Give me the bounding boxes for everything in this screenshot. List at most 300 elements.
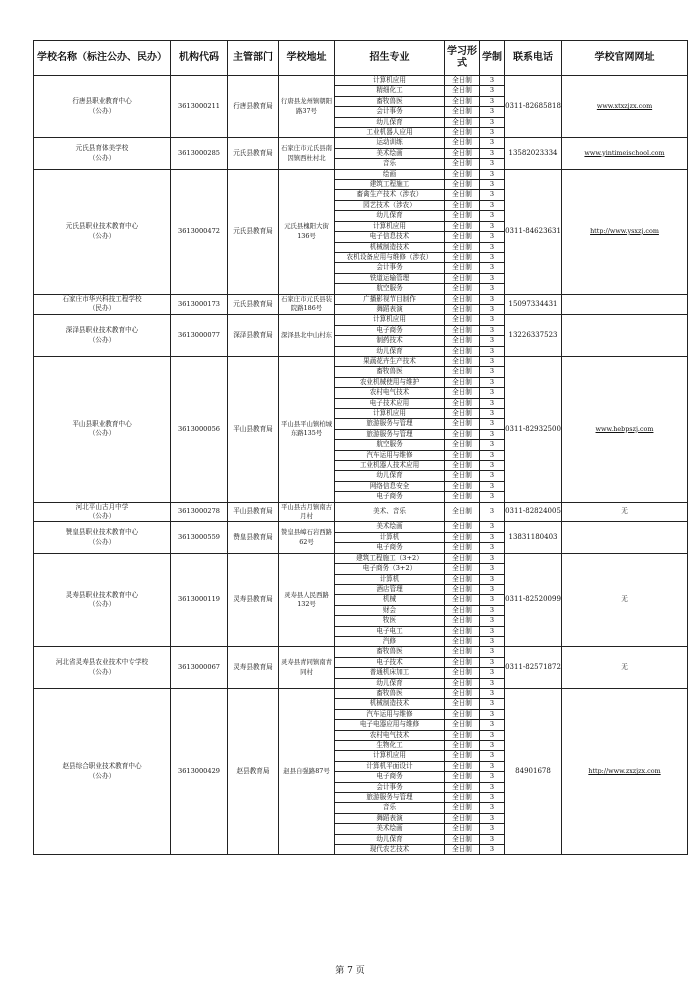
school-name-cell: 石家庄市华兴科技工程学校 （民办） bbox=[34, 294, 171, 315]
duration-cell: 3 bbox=[480, 169, 505, 179]
study-form-cell: 全日制 bbox=[445, 440, 480, 450]
major-cell: 绘画 bbox=[335, 169, 445, 179]
duration-cell: 3 bbox=[480, 772, 505, 782]
school-name-cell: 赞皇县职业技术教育中心 （公办） bbox=[34, 522, 171, 553]
major-cell: 计算机应用 bbox=[335, 751, 445, 761]
study-form-cell: 全日制 bbox=[445, 782, 480, 792]
duration-cell: 3 bbox=[480, 793, 505, 803]
study-form-cell: 全日制 bbox=[445, 232, 480, 242]
major-cell: 音乐 bbox=[335, 803, 445, 813]
header-code: 机构代码 bbox=[171, 41, 228, 76]
study-form-cell: 全日制 bbox=[445, 824, 480, 834]
major-cell: 美术、音乐 bbox=[335, 502, 445, 522]
major-cell: 美术绘画 bbox=[335, 148, 445, 158]
duration-cell: 3 bbox=[480, 242, 505, 252]
study-form-cell: 全日制 bbox=[445, 793, 480, 803]
duration-cell: 3 bbox=[480, 636, 505, 646]
table-row bbox=[34, 356, 688, 366]
major-cell: 电子电器应用与维修 bbox=[335, 720, 445, 730]
study-form-cell: 全日制 bbox=[445, 356, 480, 366]
dept-cell: 平山县教育局 bbox=[228, 356, 279, 502]
study-form-cell: 全日制 bbox=[445, 595, 480, 605]
major-cell: 计算机 bbox=[335, 532, 445, 542]
table-row bbox=[34, 76, 688, 86]
study-form-cell: 全日制 bbox=[445, 128, 480, 138]
duration-cell: 3 bbox=[480, 107, 505, 117]
study-form-cell: 全日制 bbox=[445, 336, 480, 346]
duration-cell: 3 bbox=[480, 419, 505, 429]
header-website: 学校官网网址 bbox=[562, 41, 688, 76]
study-form-cell: 全日制 bbox=[445, 751, 480, 761]
study-form-cell: 全日制 bbox=[445, 481, 480, 491]
study-form-cell: 全日制 bbox=[445, 263, 480, 273]
major-cell: 航空服务 bbox=[335, 440, 445, 450]
website-cell: 无 bbox=[562, 553, 688, 647]
header-school: 学校名称（标注公办、民办） bbox=[34, 41, 171, 76]
dept-cell: 元氏县教育局 bbox=[228, 294, 279, 315]
duration-cell: 3 bbox=[480, 232, 505, 242]
study-form-cell: 全日制 bbox=[445, 834, 480, 844]
study-form-cell: 全日制 bbox=[445, 273, 480, 283]
duration-cell: 3 bbox=[480, 553, 505, 563]
major-cell: 计算机应用 bbox=[335, 409, 445, 419]
major-cell: 生物化工 bbox=[335, 741, 445, 751]
duration-cell: 3 bbox=[480, 117, 505, 127]
major-cell: 幼儿保育 bbox=[335, 346, 445, 356]
website-cell[interactable]: www.xtxzjzx.com bbox=[562, 76, 688, 138]
major-cell: 畜牧兽医 bbox=[335, 367, 445, 377]
study-form-cell: 全日制 bbox=[445, 553, 480, 563]
school-name-cell: 平山县职业教育中心 （公办） bbox=[34, 356, 171, 502]
study-form-cell: 全日制 bbox=[445, 450, 480, 460]
study-form-cell: 全日制 bbox=[445, 647, 480, 657]
study-form-cell: 全日制 bbox=[445, 398, 480, 408]
study-form-cell: 全日制 bbox=[445, 221, 480, 231]
study-form-cell: 全日制 bbox=[445, 574, 480, 584]
duration-cell: 3 bbox=[480, 595, 505, 605]
major-cell: 旅游服务与管理 bbox=[335, 419, 445, 429]
duration-cell: 3 bbox=[480, 273, 505, 283]
duration-cell: 3 bbox=[480, 221, 505, 231]
address-cell: 灵寿县青同镇南青同村 bbox=[279, 647, 335, 689]
table-row bbox=[34, 688, 688, 698]
study-form-cell: 全日制 bbox=[445, 211, 480, 221]
website-cell bbox=[562, 315, 688, 357]
major-cell: 工业机器人技术应用 bbox=[335, 461, 445, 471]
address-cell: 平山县平山镇柏城东路135号 bbox=[279, 356, 335, 502]
duration-cell: 3 bbox=[480, 834, 505, 844]
study-form-cell: 全日制 bbox=[445, 96, 480, 106]
duration-cell: 3 bbox=[480, 657, 505, 667]
table-row bbox=[34, 502, 688, 522]
major-cell: 电子商务（3+2） bbox=[335, 564, 445, 574]
major-cell: 电子商务 bbox=[335, 325, 445, 335]
duration-cell: 3 bbox=[480, 688, 505, 698]
study-form-cell: 全日制 bbox=[445, 346, 480, 356]
study-form-cell: 全日制 bbox=[445, 564, 480, 574]
study-form-cell: 全日制 bbox=[445, 304, 480, 314]
study-form-cell: 全日制 bbox=[445, 845, 480, 855]
major-cell: 牧医 bbox=[335, 616, 445, 626]
school-name-cell: 河北省灵寿县农业技术中专学校 （公办） bbox=[34, 647, 171, 689]
duration-cell: 3 bbox=[480, 824, 505, 834]
duration-cell: 3 bbox=[480, 409, 505, 419]
major-cell: 电子商务 bbox=[335, 772, 445, 782]
major-cell: 航空服务 bbox=[335, 284, 445, 294]
major-cell: 幼儿保育 bbox=[335, 211, 445, 221]
major-cell: 机械 bbox=[335, 595, 445, 605]
duration-cell: 3 bbox=[480, 782, 505, 792]
major-cell: 美术绘画 bbox=[335, 824, 445, 834]
study-form-cell: 全日制 bbox=[445, 605, 480, 615]
website-cell[interactable]: http://www.zxzjzx.com bbox=[562, 688, 688, 855]
study-form-cell: 全日制 bbox=[445, 772, 480, 782]
major-cell: 电子技术应用 bbox=[335, 398, 445, 408]
major-cell: 农业机械使用与维护 bbox=[335, 377, 445, 387]
major-cell: 普通机床加工 bbox=[335, 668, 445, 678]
major-cell: 舞蹈表演 bbox=[335, 304, 445, 314]
major-cell: 园艺技术（涉农） bbox=[335, 200, 445, 210]
major-cell: 畜牧兽医 bbox=[335, 96, 445, 106]
website-cell: 无 bbox=[562, 502, 688, 522]
phone-cell: 0311-82824005 bbox=[505, 502, 562, 522]
study-form-cell: 全日制 bbox=[445, 242, 480, 252]
school-name-cell: 行唐县职业教育中心 （公办） bbox=[34, 76, 171, 138]
dept-cell: 赞皇县教育局 bbox=[228, 522, 279, 553]
phone-cell: 0311-82685818 bbox=[505, 76, 562, 138]
major-cell: 果蔬花卉生产技术 bbox=[335, 356, 445, 366]
major-cell: 音乐 bbox=[335, 159, 445, 169]
duration-cell: 3 bbox=[480, 76, 505, 86]
duration-cell: 3 bbox=[480, 200, 505, 210]
school-name-cell: 赵县综合职业技术教育中心 （公办） bbox=[34, 688, 171, 855]
address-cell: 赵县自强路87号 bbox=[279, 688, 335, 855]
table-row bbox=[34, 647, 688, 657]
major-cell: 农村电气技术 bbox=[335, 730, 445, 740]
major-cell: 计算机 bbox=[335, 574, 445, 584]
duration-cell: 3 bbox=[480, 626, 505, 636]
duration-cell: 3 bbox=[480, 356, 505, 366]
study-form-cell: 全日制 bbox=[445, 543, 480, 553]
address-cell: 平山县古月镇南古月村 bbox=[279, 502, 335, 522]
duration-cell: 3 bbox=[480, 522, 505, 532]
header-row bbox=[34, 41, 688, 76]
major-cell: 幼儿保育 bbox=[335, 678, 445, 688]
major-cell: 电子商务 bbox=[335, 543, 445, 553]
dept-cell: 灵寿县教育局 bbox=[228, 553, 279, 647]
duration-cell: 3 bbox=[480, 532, 505, 542]
dept-cell: 赵县教育局 bbox=[228, 688, 279, 855]
website-cell bbox=[562, 294, 688, 315]
address-cell: 石家庄市元氏县南因镇西杜村北 bbox=[279, 138, 335, 169]
major-cell: 汽车运用与维修 bbox=[335, 450, 445, 460]
major-cell: 工业机器人应用 bbox=[335, 128, 445, 138]
page-number: 第 7 页 bbox=[335, 966, 365, 976]
study-form-cell: 全日制 bbox=[445, 169, 480, 179]
schools-table bbox=[33, 40, 688, 855]
header-duration: 学制 bbox=[480, 41, 505, 76]
address-cell: 灵寿县人民西路132号 bbox=[279, 553, 335, 647]
table-row bbox=[34, 294, 688, 304]
duration-cell: 3 bbox=[480, 263, 505, 273]
duration-cell: 3 bbox=[480, 377, 505, 387]
code-cell: 3613000067 bbox=[171, 647, 228, 689]
duration-cell: 3 bbox=[480, 543, 505, 553]
website-cell: 无 bbox=[562, 647, 688, 689]
phone-cell: 0311-84623631 bbox=[505, 169, 562, 294]
major-cell: 幼儿保育 bbox=[335, 834, 445, 844]
major-cell: 农村电气技术 bbox=[335, 388, 445, 398]
major-cell: 幼儿保育 bbox=[335, 117, 445, 127]
study-form-cell: 全日制 bbox=[445, 471, 480, 481]
duration-cell: 3 bbox=[480, 388, 505, 398]
study-form-cell: 全日制 bbox=[445, 636, 480, 646]
major-cell: 计算机应用 bbox=[335, 221, 445, 231]
code-cell: 3613000429 bbox=[171, 688, 228, 855]
code-cell: 3613000211 bbox=[171, 76, 228, 138]
major-cell: 精细化工 bbox=[335, 86, 445, 96]
duration-cell: 3 bbox=[480, 180, 505, 190]
study-form-cell: 全日制 bbox=[445, 138, 480, 148]
duration-cell: 3 bbox=[480, 461, 505, 471]
study-form-cell: 全日制 bbox=[445, 616, 480, 626]
study-form-cell: 全日制 bbox=[445, 461, 480, 471]
phone-cell: 84901678 bbox=[505, 688, 562, 855]
major-cell: 电子商务 bbox=[335, 492, 445, 502]
major-cell: 运动训练 bbox=[335, 138, 445, 148]
phone-cell: 13226337523 bbox=[505, 315, 562, 357]
duration-cell: 3 bbox=[480, 325, 505, 335]
duration-cell: 3 bbox=[480, 159, 505, 169]
header-study-form: 学习形式 bbox=[445, 41, 480, 76]
duration-cell: 3 bbox=[480, 574, 505, 584]
study-form-cell: 全日制 bbox=[445, 678, 480, 688]
duration-cell: 3 bbox=[480, 294, 505, 304]
address-cell: 元氏县槐阳大街136号 bbox=[279, 169, 335, 294]
duration-cell: 3 bbox=[480, 709, 505, 719]
major-cell: 建筑工程施工（3+2） bbox=[335, 553, 445, 563]
major-cell: 电子技术 bbox=[335, 657, 445, 667]
header-major: 招生专业 bbox=[335, 41, 445, 76]
study-form-cell: 全日制 bbox=[445, 720, 480, 730]
code-cell: 3613000472 bbox=[171, 169, 228, 294]
major-cell: 畜牧兽医 bbox=[335, 688, 445, 698]
duration-cell: 3 bbox=[480, 813, 505, 823]
study-form-cell: 全日制 bbox=[445, 522, 480, 532]
study-form-cell: 全日制 bbox=[445, 730, 480, 740]
school-name-cell: 灵寿县职业技术教育中心 （公办） bbox=[34, 553, 171, 647]
duration-cell: 3 bbox=[480, 564, 505, 574]
website-cell[interactable]: www.yintimeischool.com bbox=[562, 138, 688, 169]
study-form-cell: 全日制 bbox=[445, 761, 480, 771]
study-form-cell: 全日制 bbox=[445, 709, 480, 719]
study-form-cell: 全日制 bbox=[445, 409, 480, 419]
duration-cell: 3 bbox=[480, 190, 505, 200]
address-cell: 石家庄市元氏县装院路186号 bbox=[279, 294, 335, 315]
code-cell: 3613000285 bbox=[171, 138, 228, 169]
study-form-cell: 全日制 bbox=[445, 86, 480, 96]
dept-cell: 深泽县教育局 bbox=[228, 315, 279, 357]
major-cell: 财会 bbox=[335, 605, 445, 615]
duration-cell: 3 bbox=[480, 367, 505, 377]
header-address: 学校地址 bbox=[279, 41, 335, 76]
duration-cell: 3 bbox=[480, 647, 505, 657]
address-cell: 赞皇县嶂石岩西路62号 bbox=[279, 522, 335, 553]
study-form-cell: 全日制 bbox=[445, 584, 480, 594]
study-form-cell: 全日制 bbox=[445, 76, 480, 86]
header-dept: 主管部门 bbox=[228, 41, 279, 76]
major-cell: 会计事务 bbox=[335, 263, 445, 273]
study-form-cell: 全日制 bbox=[445, 626, 480, 636]
major-cell: 舞蹈表演 bbox=[335, 813, 445, 823]
duration-cell: 3 bbox=[480, 761, 505, 771]
phone-cell: 15097334431 bbox=[505, 294, 562, 315]
study-form-cell: 全日制 bbox=[445, 741, 480, 751]
code-cell: 3613000173 bbox=[171, 294, 228, 315]
duration-cell: 3 bbox=[480, 584, 505, 594]
study-form-cell: 全日制 bbox=[445, 429, 480, 439]
study-form-cell: 全日制 bbox=[445, 200, 480, 210]
study-form-cell: 全日制 bbox=[445, 180, 480, 190]
major-cell: 会计事务 bbox=[335, 782, 445, 792]
duration-cell: 3 bbox=[480, 605, 505, 615]
major-cell: 网络信息安全 bbox=[335, 481, 445, 491]
major-cell: 畜牧兽医 bbox=[335, 647, 445, 657]
duration-cell: 3 bbox=[480, 346, 505, 356]
study-form-cell: 全日制 bbox=[445, 252, 480, 262]
study-form-cell: 全日制 bbox=[445, 502, 480, 522]
study-form-cell: 全日制 bbox=[445, 803, 480, 813]
study-form-cell: 全日制 bbox=[445, 107, 480, 117]
study-form-cell: 全日制 bbox=[445, 159, 480, 169]
table-row bbox=[34, 169, 688, 179]
dept-cell: 灵寿县教育局 bbox=[228, 647, 279, 689]
duration-cell: 3 bbox=[480, 502, 505, 522]
study-form-cell: 全日制 bbox=[445, 377, 480, 387]
duration-cell: 3 bbox=[480, 471, 505, 481]
code-cell: 3613000119 bbox=[171, 553, 228, 647]
code-cell: 3613000559 bbox=[171, 522, 228, 553]
major-cell: 机械制造技术 bbox=[335, 699, 445, 709]
study-form-cell: 全日制 bbox=[445, 284, 480, 294]
header-phone: 联系电话 bbox=[505, 41, 562, 76]
code-cell: 3613000056 bbox=[171, 356, 228, 502]
study-form-cell: 全日制 bbox=[445, 117, 480, 127]
major-cell: 农机设备应用与维修（涉农） bbox=[335, 252, 445, 262]
table-row bbox=[34, 522, 688, 532]
duration-cell: 3 bbox=[480, 450, 505, 460]
major-cell: 电子信息技术 bbox=[335, 232, 445, 242]
duration-cell: 3 bbox=[480, 481, 505, 491]
major-cell: 幼儿保育 bbox=[335, 471, 445, 481]
major-cell: 制药技术 bbox=[335, 336, 445, 346]
duration-cell: 3 bbox=[480, 398, 505, 408]
major-cell: 会计事务 bbox=[335, 107, 445, 117]
phone-cell: 0311-82520099 bbox=[505, 553, 562, 647]
major-cell: 现代农艺技术 bbox=[335, 845, 445, 855]
study-form-cell: 全日制 bbox=[445, 294, 480, 304]
study-form-cell: 全日制 bbox=[445, 492, 480, 502]
duration-cell: 3 bbox=[480, 845, 505, 855]
duration-cell: 3 bbox=[480, 148, 505, 158]
major-cell: 铁道运输管理 bbox=[335, 273, 445, 283]
study-form-cell: 全日制 bbox=[445, 315, 480, 325]
major-cell: 酒店管理 bbox=[335, 584, 445, 594]
duration-cell: 3 bbox=[480, 803, 505, 813]
major-cell: 建筑工程施工 bbox=[335, 180, 445, 190]
major-cell: 旅游服务与管理 bbox=[335, 793, 445, 803]
duration-cell: 3 bbox=[480, 211, 505, 221]
phone-cell: 13582023334 bbox=[505, 138, 562, 169]
address-cell: 深泽县北中山村东 bbox=[279, 315, 335, 357]
table-body bbox=[34, 76, 688, 855]
study-form-cell: 全日制 bbox=[445, 148, 480, 158]
duration-cell: 3 bbox=[480, 336, 505, 346]
code-cell: 3613000278 bbox=[171, 502, 228, 522]
table-row bbox=[34, 553, 688, 563]
school-name-cell: 深泽县职业技术教育中心 （公办） bbox=[34, 315, 171, 357]
code-cell: 3613000077 bbox=[171, 315, 228, 357]
duration-cell: 3 bbox=[480, 720, 505, 730]
study-form-cell: 全日制 bbox=[445, 668, 480, 678]
duration-cell: 3 bbox=[480, 616, 505, 626]
table-row bbox=[34, 138, 688, 148]
major-cell: 机械制造技术 bbox=[335, 242, 445, 252]
website-cell bbox=[562, 522, 688, 553]
duration-cell: 3 bbox=[480, 730, 505, 740]
duration-cell: 3 bbox=[480, 741, 505, 751]
study-form-cell: 全日制 bbox=[445, 367, 480, 377]
major-cell: 计算机平面设计 bbox=[335, 761, 445, 771]
study-form-cell: 全日制 bbox=[445, 419, 480, 429]
study-form-cell: 全日制 bbox=[445, 813, 480, 823]
school-name-cell: 元氏县职业技术教育中心 （公办） bbox=[34, 169, 171, 294]
major-cell: 美术绘画 bbox=[335, 522, 445, 532]
website-cell[interactable]: www.hebpszj.com bbox=[562, 356, 688, 502]
duration-cell: 3 bbox=[480, 429, 505, 439]
study-form-cell: 全日制 bbox=[445, 190, 480, 200]
study-form-cell: 全日制 bbox=[445, 532, 480, 542]
study-form-cell: 全日制 bbox=[445, 388, 480, 398]
major-cell: 广播影视节目制作 bbox=[335, 294, 445, 304]
duration-cell: 3 bbox=[480, 86, 505, 96]
duration-cell: 3 bbox=[480, 492, 505, 502]
duration-cell: 3 bbox=[480, 304, 505, 314]
website-cell[interactable]: http://www.ysxzj.com bbox=[562, 169, 688, 294]
address-cell: 行唐县龙州镇朝阳路37号 bbox=[279, 76, 335, 138]
dept-cell: 平山县教育局 bbox=[228, 502, 279, 522]
major-cell: 计算机应用 bbox=[335, 76, 445, 86]
table-row bbox=[34, 315, 688, 325]
phone-cell: 0311-82932500 bbox=[505, 356, 562, 502]
duration-cell: 3 bbox=[480, 96, 505, 106]
duration-cell: 3 bbox=[480, 678, 505, 688]
major-cell: 畜禽生产技术（涉农） bbox=[335, 190, 445, 200]
phone-cell: 13831180403 bbox=[505, 522, 562, 553]
duration-cell: 3 bbox=[480, 315, 505, 325]
major-cell: 汽修 bbox=[335, 636, 445, 646]
dept-cell: 元氏县教育局 bbox=[228, 138, 279, 169]
duration-cell: 3 bbox=[480, 440, 505, 450]
study-form-cell: 全日制 bbox=[445, 325, 480, 335]
duration-cell: 3 bbox=[480, 128, 505, 138]
study-form-cell: 全日制 bbox=[445, 688, 480, 698]
duration-cell: 3 bbox=[480, 668, 505, 678]
school-name-cell: 河北平山古月中学 （公办） bbox=[34, 502, 171, 522]
major-cell: 汽车运用与维修 bbox=[335, 709, 445, 719]
duration-cell: 3 bbox=[480, 252, 505, 262]
major-cell: 旅游服务与管理 bbox=[335, 429, 445, 439]
